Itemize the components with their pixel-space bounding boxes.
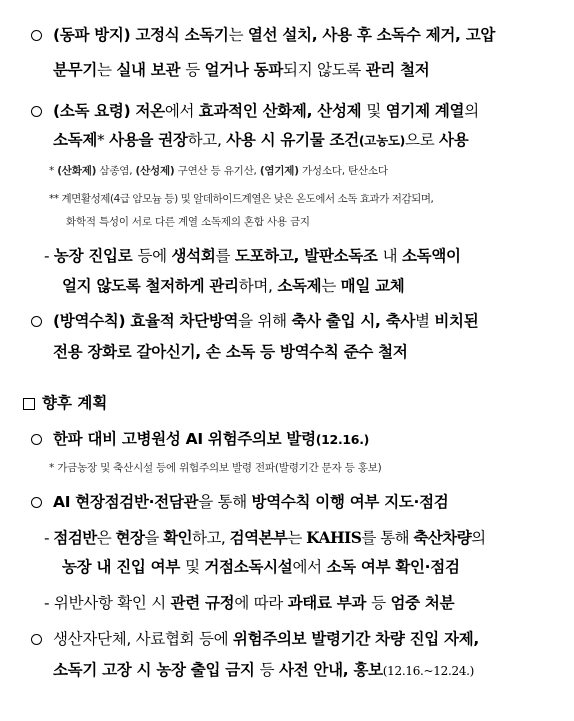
text-run: 사전 안내, 홍보 bbox=[278, 661, 383, 679]
section-heading bbox=[42, 396, 107, 412]
text-run: 검역본부 bbox=[229, 529, 288, 547]
text-run: 의 bbox=[464, 102, 479, 120]
text-run: KAHIS bbox=[306, 528, 362, 547]
text-run: 등 bbox=[259, 661, 279, 679]
text-run: * bbox=[49, 165, 58, 177]
text-run: 확인 bbox=[163, 529, 193, 547]
text-run: - 위반사항 확인 시 bbox=[44, 594, 171, 612]
bullet-line bbox=[53, 345, 408, 361]
text-run: 는 bbox=[321, 277, 341, 295]
dash-line bbox=[44, 596, 454, 612]
text-run: (염기제) bbox=[259, 165, 299, 177]
text-run: 화학적 특성이 서로 다른 계열 소독제의 혼합 사용 금지 bbox=[66, 216, 310, 228]
bullet-line bbox=[53, 495, 448, 511]
bullet-line bbox=[53, 28, 495, 44]
text-run: (고농도) bbox=[358, 133, 406, 148]
text-run: 사용을 bbox=[109, 131, 159, 149]
text-run: 한파 대비 고병원성 AI 위험주의보 발령 bbox=[53, 430, 316, 448]
bullet-circle-icon bbox=[31, 634, 42, 645]
text-run: 하고, bbox=[187, 131, 227, 149]
text-run: 및 bbox=[366, 102, 386, 120]
text-run: * 가금농장 및 축산시설 등에 위험주의보 발령 전파(발령기간 문자 등 홍보) bbox=[49, 462, 382, 474]
footnote-line bbox=[49, 463, 382, 474]
text-run: 소독액이 bbox=[401, 247, 461, 265]
bullet-line bbox=[53, 133, 468, 149]
text-run: 삼종염, bbox=[96, 165, 136, 177]
text-run: 점검반 bbox=[53, 529, 97, 547]
text-run: 등에 bbox=[137, 247, 172, 265]
dash-line bbox=[44, 249, 461, 265]
text-run: 을 통해 bbox=[198, 493, 252, 511]
text-run: 하며, bbox=[238, 277, 278, 295]
text-run: 은 bbox=[96, 529, 116, 547]
bullet-line bbox=[53, 432, 369, 448]
text-run: 현장 bbox=[115, 529, 145, 547]
text-run: 소독기 고장 시 농장 출입 금지 bbox=[53, 661, 260, 679]
text-run: 축사 출입 시, 축사 bbox=[291, 312, 416, 330]
bullet-line bbox=[53, 104, 479, 120]
text-run: 농장 내 진입 여부 bbox=[62, 558, 186, 576]
footnote-line bbox=[49, 194, 433, 205]
text-run: 도포하고, 발판소독조 bbox=[234, 247, 383, 265]
text-run: - bbox=[44, 529, 54, 547]
text-run: 생석회 bbox=[171, 247, 216, 265]
text-run: 하고, bbox=[192, 529, 230, 547]
dash-line bbox=[62, 279, 404, 295]
text-run: 를 통해 bbox=[361, 529, 414, 547]
text-run: 가성소다, 탄산소다 bbox=[298, 165, 388, 177]
text-run: 의 bbox=[471, 529, 486, 547]
text-run: 염기제 계열 bbox=[385, 102, 465, 120]
bullet-line bbox=[53, 63, 429, 79]
text-run: - bbox=[44, 247, 54, 265]
text-run: (12.16.) bbox=[315, 432, 370, 447]
text-run: 실내 보관 bbox=[116, 61, 186, 79]
text-run: 구연산 등 유기산, bbox=[174, 165, 260, 177]
text-run: 에서 bbox=[164, 102, 199, 120]
text-run: 얼거나 동파 bbox=[204, 61, 284, 79]
text-run: 으로 bbox=[405, 131, 440, 149]
bullet-circle-icon bbox=[31, 30, 42, 41]
text-run: 매일 교체 bbox=[340, 277, 405, 295]
text-run: (12.16.~12.24.) bbox=[382, 664, 475, 678]
text-run: 및 bbox=[185, 558, 205, 576]
bullet-circle-icon bbox=[31, 497, 42, 508]
text-run: 사용 bbox=[439, 131, 469, 149]
text-run: 에 따라 bbox=[234, 594, 288, 612]
text-run: 소독제 bbox=[277, 277, 322, 295]
bullet-line bbox=[53, 632, 479, 648]
text-run: 관련 규정 bbox=[170, 594, 235, 612]
text-run: 별 bbox=[415, 312, 435, 330]
text-run: ** 계면활성제(4급 암모늄 등) 및 알데하이드계열은 낮은 온도에서 소독 효과가 저감되며, bbox=[49, 193, 434, 205]
text-run: 를 bbox=[215, 247, 235, 265]
text-run: 소독 여부 확인·점검 bbox=[326, 558, 460, 576]
bullet-line bbox=[53, 663, 474, 679]
text-run: * bbox=[97, 131, 110, 149]
text-run: (산성제) bbox=[135, 165, 175, 177]
bullet-circle-icon bbox=[31, 316, 42, 327]
text-run: 는 bbox=[97, 61, 117, 79]
text-run: (방역수칙) 효율적 차단방역 bbox=[53, 312, 239, 330]
text-run: 관리 철저 bbox=[365, 61, 430, 79]
text-run: 사용 시 유기물 조건 bbox=[226, 131, 359, 149]
text-run: 에서 bbox=[292, 558, 327, 576]
text-run: 거점소독시설 bbox=[204, 558, 293, 576]
dash-line bbox=[62, 560, 460, 576]
text-run: 등 bbox=[371, 594, 391, 612]
text-run: 열선 설치, 사용 후 소독수 제거, 고압 bbox=[247, 26, 496, 44]
text-run: 내 bbox=[382, 247, 402, 265]
text-run: AI 현장점검반·전담관 bbox=[53, 493, 199, 511]
text-run: 비치된 bbox=[434, 312, 479, 330]
dash-line bbox=[44, 530, 486, 547]
text-run: 권장 bbox=[158, 131, 188, 149]
text-run: (소독 요령) 저온 bbox=[53, 102, 165, 120]
text-run: 축산차량 bbox=[413, 529, 472, 547]
bullet-line bbox=[53, 314, 478, 330]
text-run: (산화제) bbox=[57, 165, 97, 177]
footnote-line bbox=[49, 166, 388, 177]
text-run: (동파 방지) 고정식 소독기 bbox=[53, 26, 229, 44]
text-run: 는 bbox=[228, 26, 248, 44]
text-run: 방역수칙 이행 여부 지도·점검 bbox=[251, 493, 449, 511]
text-run: 효과적인 산화제, 산성제 bbox=[198, 102, 367, 120]
text-run: 소독제 bbox=[53, 131, 98, 149]
bullet-circle-icon bbox=[31, 434, 42, 445]
text-run: 생산자단체, 사료협회 등에 bbox=[53, 630, 233, 648]
text-run: 위험주의보 발령기간 차량 진입 자제, bbox=[232, 630, 479, 648]
text-run: 는 bbox=[287, 529, 307, 547]
text-run: 전용 장화로 갈아신기, 손 소독 등 방역수칙 준수 철저 bbox=[53, 343, 408, 361]
footnote-line bbox=[66, 217, 310, 228]
text-run: 되지 않도록 bbox=[283, 61, 366, 79]
text-run: 과태료 부과 bbox=[287, 594, 372, 612]
text-run: 농장 진입로 bbox=[53, 247, 138, 265]
text-run: 얼지 않도록 철저하게 관리 bbox=[62, 277, 239, 295]
text-run: 분무기 bbox=[53, 61, 98, 79]
text-run: 엄중 처분 bbox=[390, 594, 455, 612]
bullet-circle-icon bbox=[31, 106, 42, 117]
section-square-icon bbox=[23, 398, 35, 410]
text-run: 향후 계획 bbox=[42, 394, 108, 412]
text-run: 등 bbox=[185, 61, 205, 79]
text-run: 을 위해 bbox=[238, 312, 292, 330]
text-run: 을 bbox=[144, 529, 164, 547]
